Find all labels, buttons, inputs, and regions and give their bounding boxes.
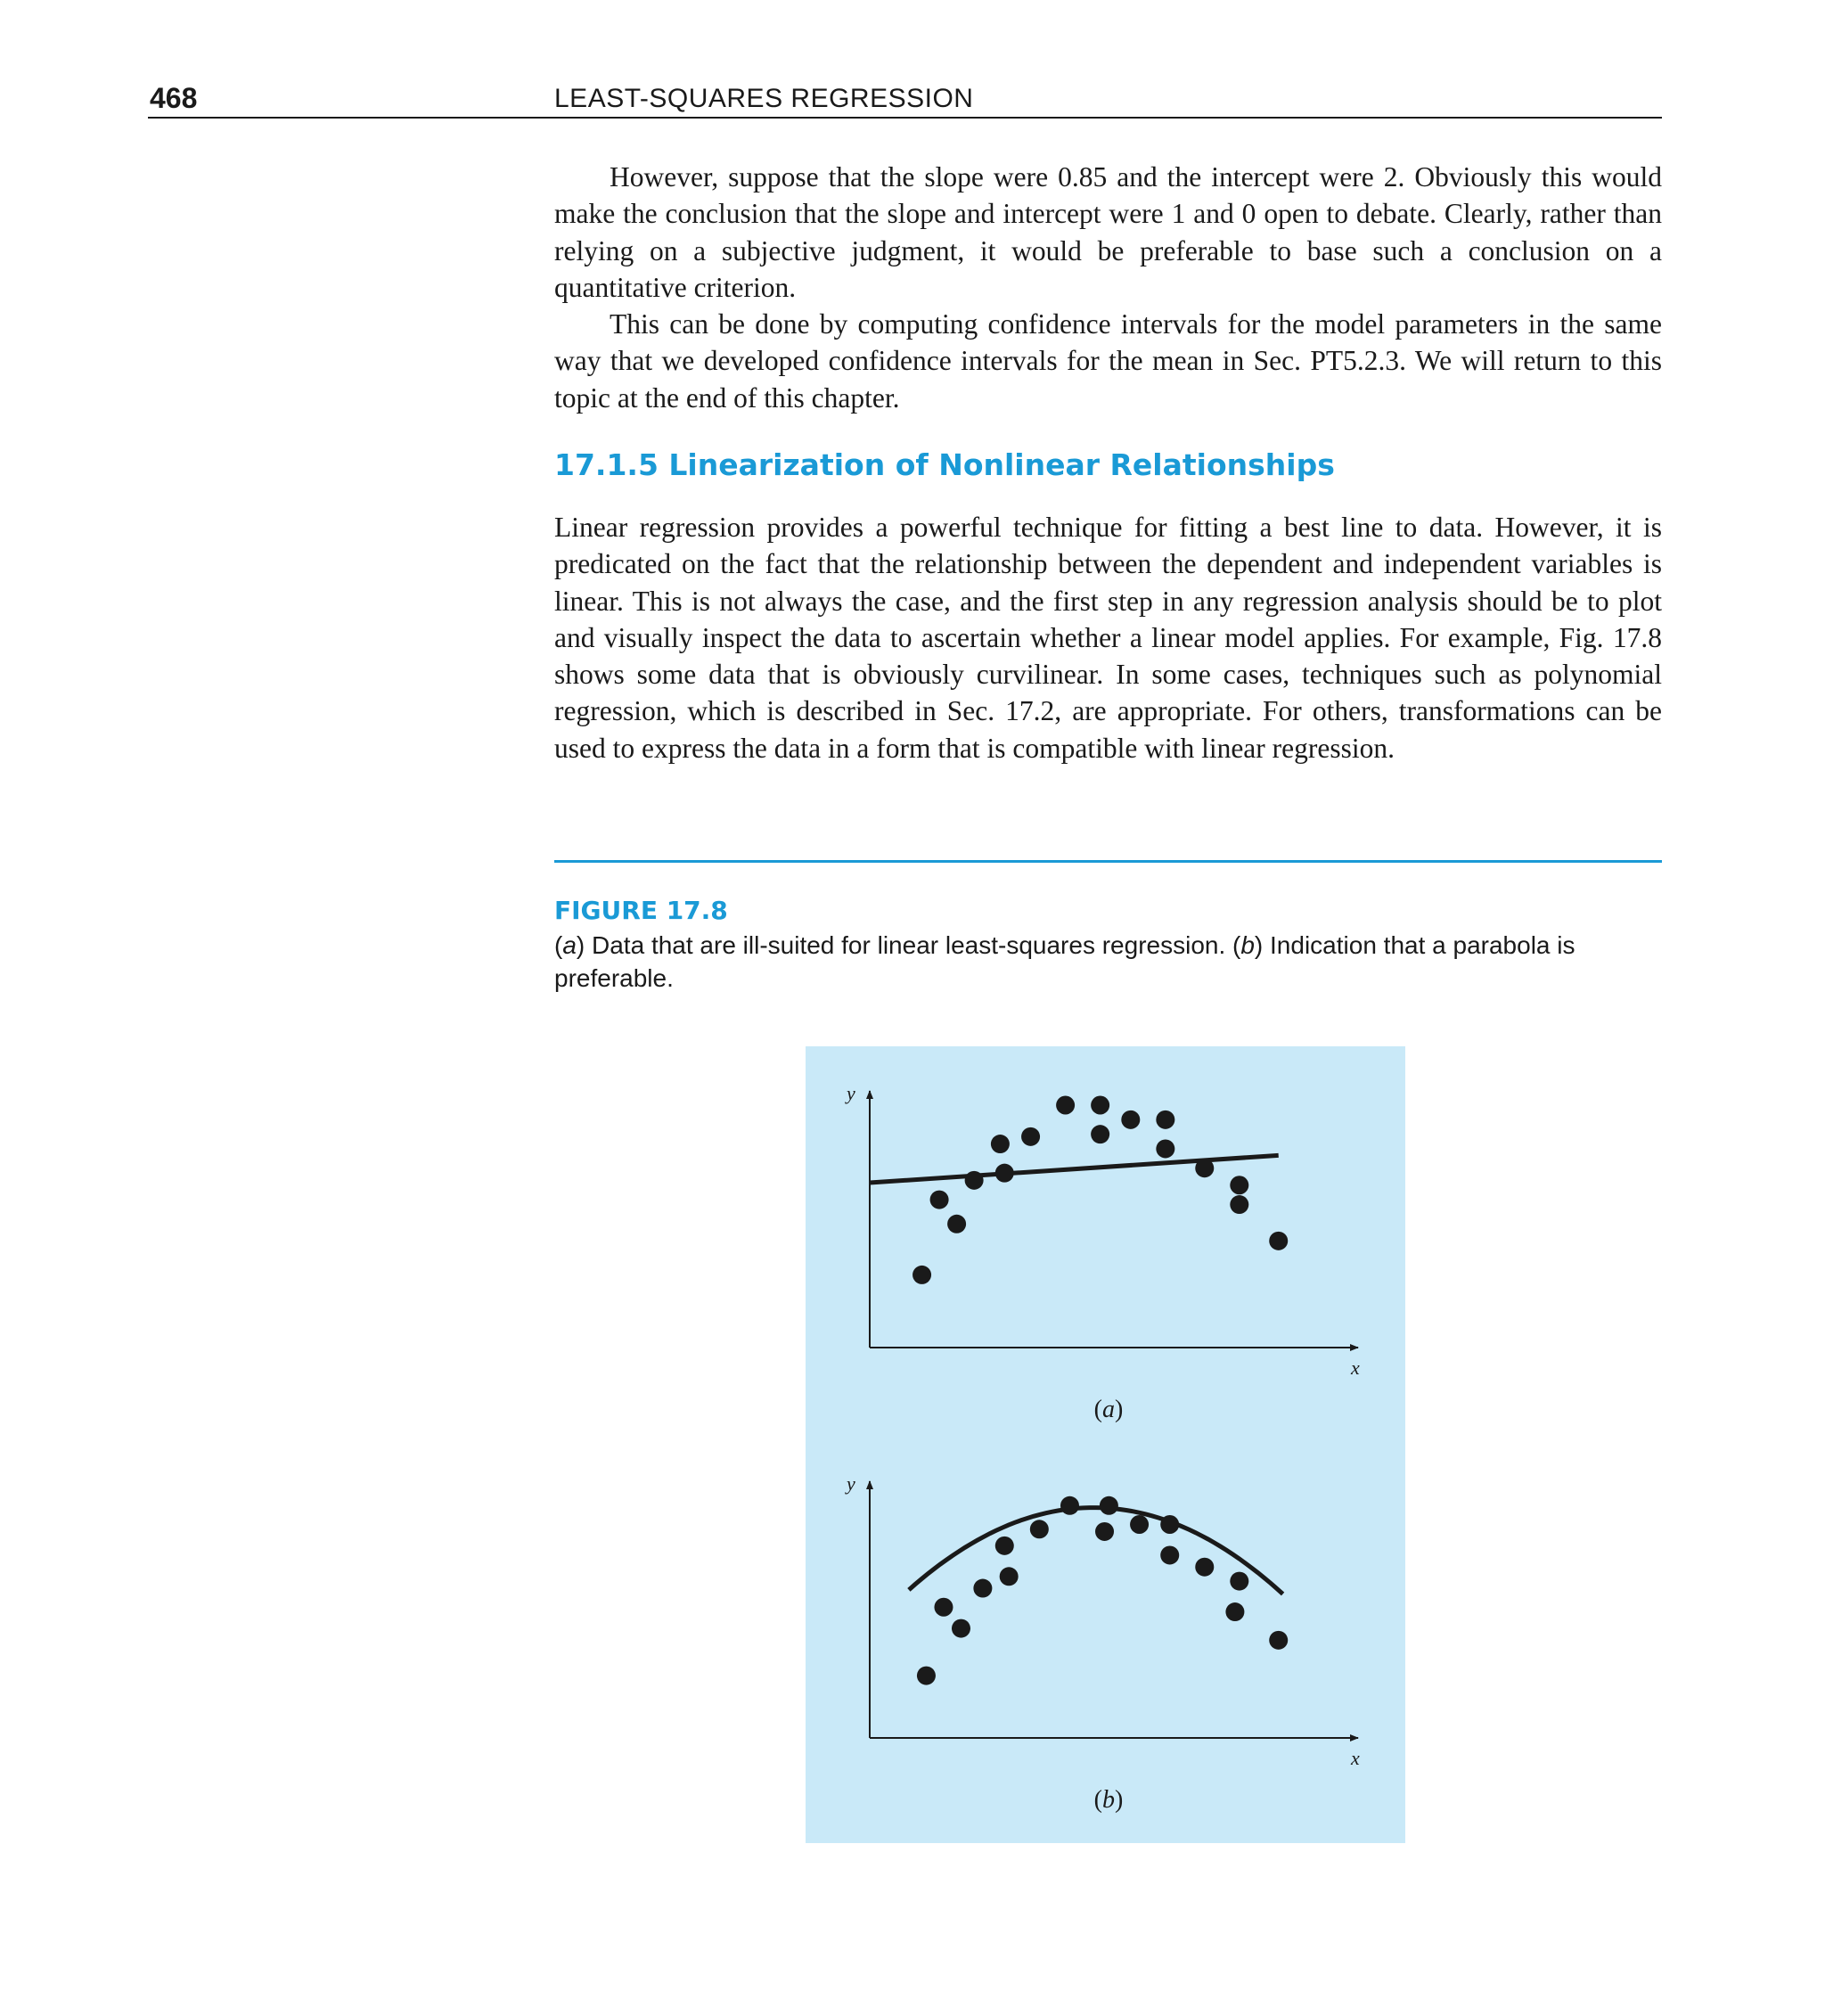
caption-text-b: Indication that a parabola is preferable.: [554, 931, 1575, 992]
data-point: [1100, 1496, 1118, 1515]
data-point: [965, 1171, 984, 1190]
data-point: [995, 1537, 1014, 1555]
x-axis-label: x: [1351, 1356, 1360, 1379]
header-rule: [148, 117, 1662, 119]
body-text-top: [554, 159, 1662, 416]
data-point: [934, 1598, 953, 1617]
data-point: [1130, 1515, 1149, 1534]
x-axis-label: x: [1351, 1747, 1360, 1769]
data-point: [1225, 1602, 1244, 1621]
regression-line: [870, 1155, 1279, 1183]
data-point: [947, 1215, 966, 1233]
data-point: [1156, 1110, 1174, 1129]
data-point: [930, 1191, 949, 1209]
data-point: [1230, 1195, 1248, 1214]
figure-caption: (a) Data that are ill-suited for linear least-squares regression. (b) Indication that a parabola is preferable.: [554, 931, 1575, 992]
caption-tag-a: a: [562, 931, 577, 959]
data-point: [1030, 1520, 1049, 1538]
paragraph: However, suppose that the slope were 0.85 and the intercept were 2. Obviously this would make the conclusion that the slope and intercept were 1 and 0 open to debate. Clearly, rather than relying on a subjective judgment, it would be preferable to base such a conclusion on a quantitative criterion.: [554, 161, 1662, 303]
section-heading: 17.1.5 Linearization of Nonlinear Relationships: [554, 447, 1335, 482]
paragraph: Linear regression provides a powerful technique for fitting a best line to data. However, it is predicated on the fact that the relationship between the dependent and independent variables is linear. This is not always the case, and the first step in any regression analysis should be to plot and visually inspect the data to ascertain whether a linear model applies. For example, Fig. 17.8 shows some data that is obviously curvilinear. In some cases, techniques such as polynomial regression, which is described in Sec. 17.2, are appropriate. For others, transformations can be used to express the data in a form that is compatible with linear regression.: [554, 512, 1662, 764]
paragraph: This can be done by computing confidence intervals for the model parameters in the same way that we developed confidence intervals for the mean in Sec. PT5.2.3. We will return to this topic at the end of this chapter.: [554, 308, 1662, 414]
data-point: [917, 1667, 936, 1685]
caption-tag-b: b: [1240, 931, 1255, 959]
caption-text-a: Data that are ill-suited for linear least-squares regression. (: [585, 931, 1241, 959]
page-number: 468: [150, 82, 198, 114]
data-point: [1121, 1110, 1140, 1129]
panel-label: (b): [1093, 1786, 1124, 1814]
data-point: [1269, 1631, 1288, 1650]
data-point: [1060, 1496, 1079, 1515]
data-point: [1056, 1096, 1075, 1115]
data-point: [1091, 1125, 1109, 1143]
data-point: [1000, 1567, 1019, 1586]
figure-label: FIGURE 17.8: [554, 896, 728, 925]
y-axis-label: y: [847, 1472, 855, 1495]
data-point: [1195, 1159, 1214, 1177]
data-point: [973, 1579, 992, 1598]
data-point: [991, 1135, 1010, 1153]
parabola-curve: [909, 1508, 1283, 1594]
data-point: [952, 1619, 970, 1638]
data-point: [1195, 1558, 1214, 1577]
body-text-section: [554, 509, 1662, 766]
data-point: [1269, 1232, 1288, 1250]
y-axis-label: y: [847, 1082, 855, 1104]
data-point: [1095, 1522, 1114, 1541]
panel-label: (a): [1093, 1396, 1124, 1423]
data-point: [1230, 1176, 1248, 1194]
data-point: [1091, 1096, 1109, 1115]
figure-rule: [554, 860, 1662, 863]
figure-panel: [806, 1046, 1405, 1843]
figure-svg: [806, 1046, 1405, 1843]
data-point: [1160, 1545, 1179, 1564]
data-point: [995, 1164, 1014, 1183]
data-point: [1230, 1572, 1248, 1591]
data-point: [1156, 1139, 1174, 1158]
data-point: [1021, 1127, 1040, 1146]
running-head: LEAST-SQUARES REGRESSION: [554, 84, 974, 113]
data-point: [1160, 1515, 1179, 1534]
data-point: [912, 1266, 931, 1284]
